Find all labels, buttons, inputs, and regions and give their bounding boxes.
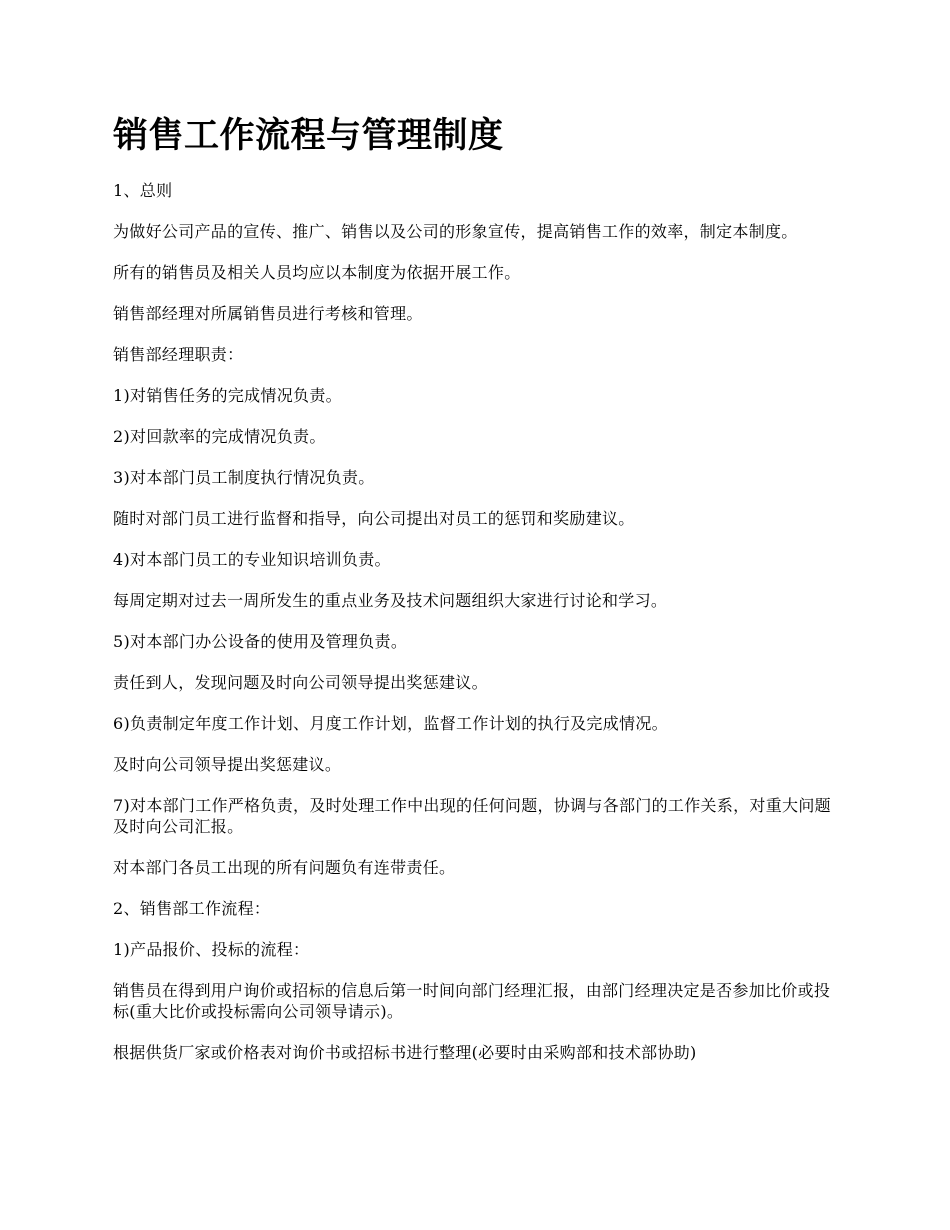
list-item: 5)对本部门办公设备的使用及管理负责。 [113, 632, 408, 651]
list-item: 1)对销售任务的完成情况负责。 [113, 386, 342, 405]
list-item: 3)对本部门员工制度执行情况负责。 [113, 468, 375, 487]
paragraph: 销售员在得到用户询价或招标的信息后第一时间向部门经理汇报，由部门经理决定是否参加比价或投标(重大比价或投标需向公司领导请示)。 [113, 981, 831, 1021]
paragraph: 所有的销售员及相关人员均应以本制度为依据开展工作。 [113, 263, 521, 282]
paragraph: 随时对部门员工进行监督和指导，向公司提出对员工的惩罚和奖励建议。 [113, 509, 635, 528]
paragraph: 每周定期对过去一周所发生的重点业务及技术问题组织大家进行讨论和学习。 [113, 591, 668, 610]
document-title: 销售工作流程与管理制度 [113, 115, 504, 156]
paragraph: 为做好公司产品的宣传、推广、销售以及公司的形象宣传，提高销售工作的效率，制定本制度。 [113, 222, 798, 241]
paragraph: 销售部经理职责： [113, 345, 244, 364]
section-heading-general: 1、总则 [113, 181, 173, 200]
list-item: 6)负责制定年度工作计划、月度工作计划，监督工作计划的执行及完成情况。 [113, 714, 668, 733]
section-heading-workflow: 2、销售部工作流程： [113, 899, 271, 918]
paragraph: 根据供货厂家或价格表对询价书或招标书进行整理(必要时由采购部和技术部协助) [113, 1043, 697, 1062]
list-item: 1)产品报价、投标的流程： [113, 940, 310, 959]
list-item: 2)对回款率的完成情况负责。 [113, 427, 326, 446]
paragraph: 责任到人，发现问题及时向公司领导提出奖惩建议。 [113, 673, 488, 692]
list-item: 4)对本部门员工的专业知识培训负责。 [113, 550, 391, 569]
document-body [113, 110, 843, 1083]
paragraph: 销售部经理对所属销售员进行考核和管理。 [113, 304, 423, 323]
list-item: 7)对本部门工作严格负责，及时处理工作中出现的任何问题，协调与各部门的工作关系，对重大问题及时向公司汇报。 [113, 796, 831, 836]
paragraph: 及时向公司领导提出奖惩建议。 [113, 755, 342, 774]
paragraph: 对本部门各员工出现的所有问题负有连带责任。 [113, 858, 456, 877]
